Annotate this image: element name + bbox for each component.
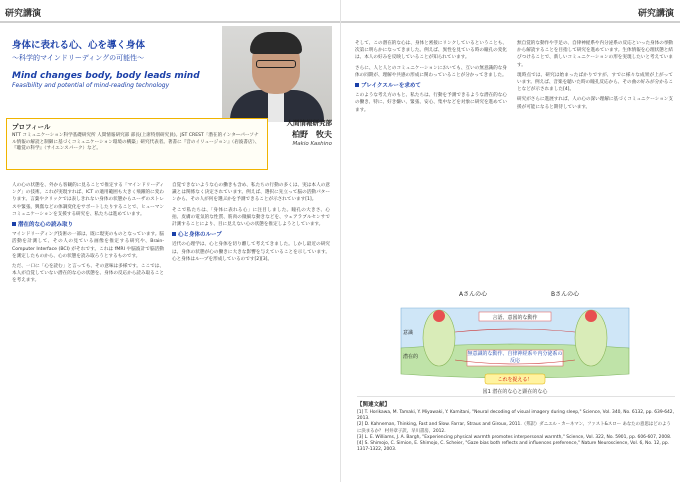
left-column-1: [12, 182, 164, 477]
references-title: 【関連文献】: [357, 402, 391, 408]
reference-item: [1] T. Horikawa, M. Tamaki, Y. Miyawaki, Y. Kamitani, "Neural decoding of visual imagery during sleep," Science, Vol. 340, No. 6132, pp. 639-642, 2013.: [357, 410, 674, 422]
paragraph: さらに、人と人とのコミュニケーションにおいても、互いの無意識的な身体の同期が、理解や共感の形成に関わっていることが分かってきました。: [355, 65, 507, 78]
paragraph: そして、この潜在的な心は、身体と密接にリンクしているということも、次第に明らかになってきました。例えば、異性を見ている時の瞳孔の変化は、本人の好みを反映していることが知られています。: [355, 41, 507, 61]
figure-box-top-text: 言語、意図的な動作: [492, 315, 538, 321]
title-en-sub: Feasibility and potential of mind-reading technology: [12, 82, 170, 89]
section-header-left: 研究講演: [5, 9, 42, 19]
right-page: [340, 0, 680, 482]
header-divider-right: [341, 21, 680, 23]
section-header-right: 研究講演: [637, 9, 674, 19]
heading-bullet-icon: [12, 222, 16, 226]
title-jp: 身体に表れる心、心を導く身体: [12, 40, 146, 51]
figure-head-a: [433, 310, 445, 322]
section-heading: ブレイクスルーを求めて: [355, 83, 507, 90]
paragraph: マインドリーディング技術の一部は、既に現実のものとなっています。脳活動を計測して、その人の見ている画像を推定する研究や、Brain-Computer Interface (BCI) がそれです。これは fMRI や脳波計で脳活動を測定したものから、心の状態を読み取ろうとするものです。: [12, 232, 164, 259]
figure-left-label2: 潜在的: [403, 354, 419, 360]
title-subtitle: ～科学的マインドリーディングの可能性～: [12, 54, 145, 62]
figure-box-mid-text: 無意識的な動作、自律神経系や内分泌系の反応: [467, 351, 563, 364]
right-column-1: [355, 40, 507, 280]
profile-box: [6, 118, 268, 170]
reference-item: [4] S. Shimojo, C. Simion, E. Shimojo, C. Scheier, "Gaze bias both reflects and influences preference," Nature Neuroscience, Vol. 6, No. 12, pp. 1317-1322, 2003.: [357, 441, 670, 453]
figure-tag-text: これを捉える！: [497, 377, 533, 383]
profile-body: NTT コミュニケーション科学基礎研究所 人間情報研究部 部長(上席特別研究員)。JST CREST「潜在的インタ―パーソナル情報の解読と制御に基づくコミュニケーション環境の構築」研究代表者。著書に『音のイリュージョン』（岩波書店）、『聴覚の科学』（サイエンスパーク）など。: [12, 133, 260, 152]
profile-title: プロフィール: [12, 123, 51, 131]
figure-left-label1: 意識: [403, 330, 414, 336]
author-name-block: [287, 118, 333, 147]
title-en: Mind changes body, body leads mind: [12, 71, 200, 81]
paragraph: 人の心の状態を、外から客観的に見ることで推定する「マインドリーディング」の技術。これが実現すれば、ICT の適用範囲も大きく飛躍的に変わります。言葉やクリックでは表しきれない身体の状態からユーザのストレスや緊張、興奮などの体調変化をサポートしたりすることで、ヒューマンコミュニケーションを支援する研究を、私たちは進めています。: [12, 183, 164, 217]
photo-glasses: [256, 60, 296, 68]
article-title-block: [12, 40, 212, 89]
left-column-2: [172, 182, 330, 477]
section-heading: 潜在的な心の読み取り: [12, 222, 164, 229]
author-name: 柏野 牧夫: [292, 130, 332, 139]
author-romaji: Makio Kashino: [292, 141, 332, 147]
paragraph: 研究がさらに進展すれば、人の心の深い理解に基づくコミュニケーション支援が可能になると期待しています。: [517, 97, 673, 110]
paragraph: ただ、一口に「心を読む」と言っても、その意味は多様です。ここでは、本人が自覚していない潜在的な心の状態を、身体の反応から読み取ることを考えます。: [12, 264, 164, 284]
reference-item: [3] L. E. Williams, J. A. Bargh, "Experiencing physical warmth promotes interpersonal warmth," Science, Vol. 322, No. 5901, pp. 606-607, 2008.: [357, 434, 672, 440]
section-heading: 心と身体のループ: [172, 232, 330, 239]
paragraph: 無自覚的な動作や手足の、自律神経系や内分泌系の反応といった身体の挙動から解読することを目指して研究を進めています。生体情報を心理状態と結びつけることで、新しいコミュニケーションの形を実現したいと考えています。: [517, 41, 673, 68]
heading-bullet-icon: [172, 232, 176, 236]
figure-label-a: Aさんの心: [459, 291, 488, 298]
paragraph: このような考え方のもと、私たちは、行動を予測できるような潜在的な心の働き、特に、好き嫌い、緊張、安心、集中などを対象に研究を進めています。: [355, 93, 507, 113]
paragraph: 自覚できないような心の働きも含め、私たちの行動の多くは、実は本人の意識とは関係なく決定されています。例えば、選択に先立って脳の活動パターンから、その人が何を選ぶかを予測できることが示されています[1]。: [172, 183, 330, 203]
right-column-2: [517, 40, 673, 280]
figure-head-b: [585, 310, 597, 322]
photo-shirt: [268, 90, 284, 122]
paragraph: そこで私たちは、「身体に表れる心」に注目しました。瞳孔の大きさ、心拍、皮膚の電気的な性質、筋肉の微細な動きなどを、ウェアラブルセンサで計測することにより、目に見えない心の状態を推定しようとしています。: [172, 207, 330, 228]
figure-label-b: Bさんの心: [551, 291, 580, 298]
author-photo: [222, 26, 332, 122]
heading-bullet-icon: [355, 83, 359, 87]
photo-hair: [250, 32, 302, 54]
references: [357, 396, 675, 478]
figure-caption: 図1 潜在的な心と顕在的な心: [482, 389, 548, 395]
figure-mind-diagram: [381, 288, 649, 388]
paragraph: 現時点では、研究は始まったばかりですが、すでに様々な成果が上がっています。例えば、音楽を聴いた時の瞳孔反応から、その曲の好みが分かることなどが示されました[4]。: [517, 72, 673, 93]
reference-item: [2] D. Kahneman, Thinking, Fast and Slow. Farrar, Straus and Giroux, 2011.（邦訳）ダニエル・カーネマン、ファスト&スロー あなたの意思はどのように決まるか？ 村井章子訳、早川書房、2012.: [357, 422, 671, 434]
author-org: 人間情報研究部: [286, 119, 332, 127]
header-divider-left: [0, 21, 340, 23]
paragraph: 近代の心理学は、心と身体を切り離して考えてきました。しかし最近の研究は、身体の状態が心の働きに大きな影響を与えていることを示しています。心と身体はループを形成しているのです[2][3]。: [172, 242, 330, 262]
